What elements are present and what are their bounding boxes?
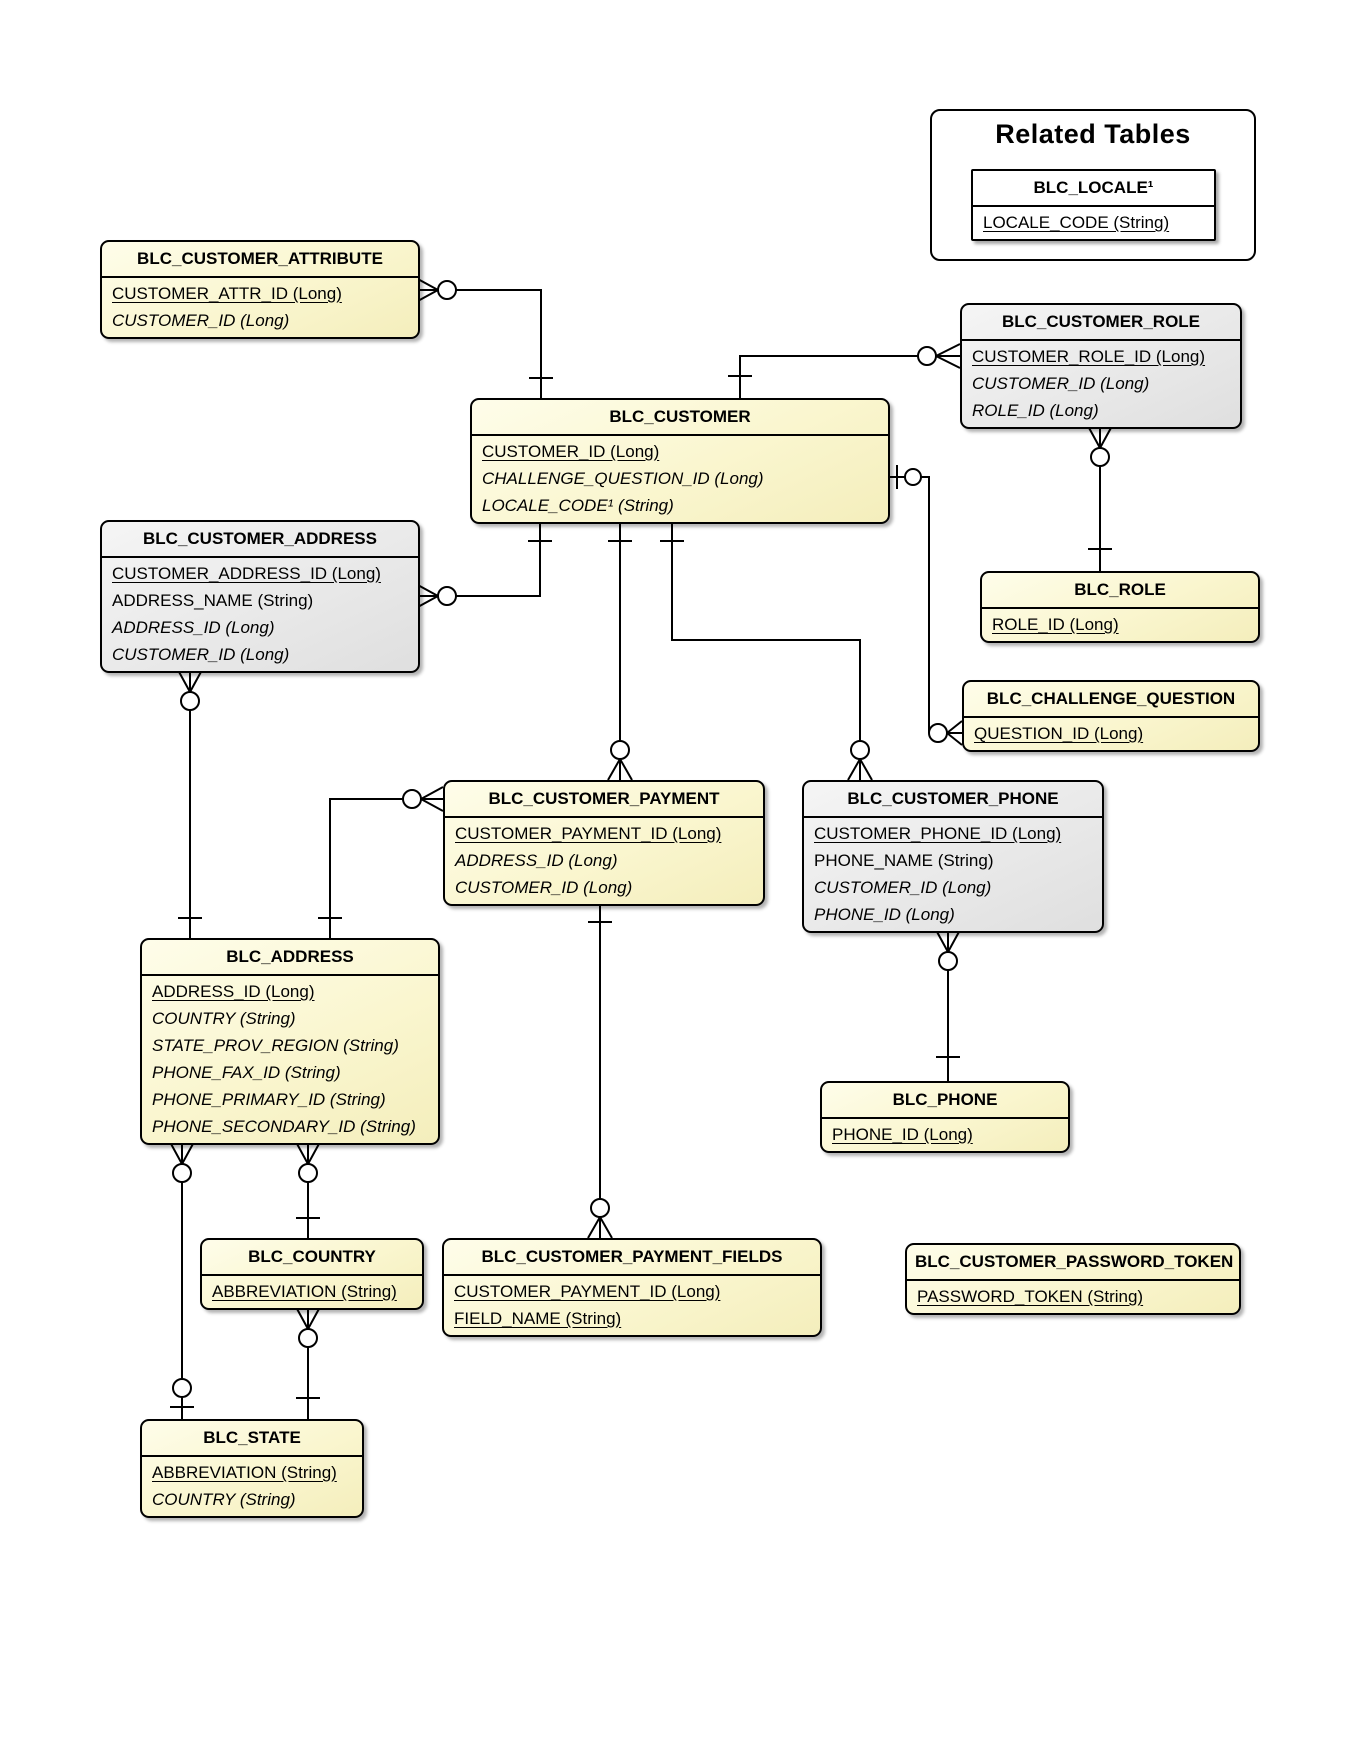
table-field: CUSTOMER_ID (Long): [112, 645, 290, 664]
table-blc-challenge-question: [962, 680, 1260, 752]
crow-foot-icon: [608, 759, 632, 780]
table-field: CUSTOMER_ADDRESS_ID (Long): [112, 564, 381, 583]
table-field: ADDRESS_ID (Long): [152, 982, 315, 1001]
table-field: CUSTOMER_ATTR_ID (Long): [112, 284, 342, 303]
table-blc-customer-phone: [802, 780, 1104, 933]
connector-customer-attribute-to-customer: [416, 278, 553, 400]
table-rows: [444, 1276, 820, 1335]
table-field: CUSTOMER_ROLE_ID (Long): [972, 347, 1206, 366]
table-header: BLC_ROLE: [982, 573, 1258, 609]
table-blc-customer-attribute: [100, 240, 420, 339]
table-header: BLC_ADDRESS: [142, 940, 438, 976]
table-rows: [142, 976, 438, 1143]
table-field: COUNTRY (String): [152, 1009, 296, 1028]
table-header: BLC_CHALLENGE_QUESTION: [964, 682, 1258, 718]
crow-foot-icon: [170, 1142, 194, 1164]
table-blc-customer-role: [960, 303, 1242, 429]
table-rows: [102, 558, 418, 671]
crow-foot-icon: [848, 759, 872, 780]
table-header: BLC_CUSTOMER_PAYMENT_FIELDS: [444, 1240, 820, 1276]
table-header: BLC_CUSTOMER_ATTRIBUTE: [102, 242, 418, 278]
table-field: PHONE_NAME (String): [814, 851, 994, 870]
crow-foot-icon: [178, 670, 202, 692]
related-tables-title: Related Tables: [995, 119, 1191, 149]
crow-foot-icon: [936, 930, 960, 952]
table-field: ROLE_ID (Long): [972, 401, 1099, 420]
zero-circle-icon: [905, 469, 921, 485]
table-rows: [202, 1276, 422, 1308]
table-field: PASSWORD_TOKEN (String): [917, 1287, 1144, 1306]
table-rows: [973, 207, 1214, 239]
crow-foot-icon: [1088, 426, 1112, 448]
table-field: ABBREVIATION (String): [212, 1282, 397, 1301]
table-header: BLC_STATE: [142, 1421, 362, 1457]
table-field: LOCALE_CODE¹ (String): [482, 496, 674, 515]
connector-line: [456, 519, 540, 596]
table-field: FIELD_NAME (String): [454, 1309, 622, 1328]
table-rows: [142, 1457, 362, 1516]
zero-circle-icon: [438, 587, 456, 605]
zero-circle-icon: [438, 281, 456, 299]
connector-customer-to-challenge-question: [886, 465, 962, 745]
table-field: CUSTOMER_ID (Long): [482, 442, 660, 461]
table-rows: [907, 1281, 1239, 1313]
connector-customer-to-customer-address: [416, 519, 552, 608]
zero-circle-icon: [591, 1199, 609, 1217]
table-header: BLC_PHONE: [822, 1083, 1068, 1119]
table-field: PHONE_SECONDARY_ID (String): [152, 1117, 416, 1136]
connector-line: [672, 519, 860, 741]
connector-line: [740, 356, 918, 400]
table-field: CUSTOMER_ID (Long): [112, 311, 290, 330]
table-blc-role: [980, 571, 1260, 643]
table-rows: [102, 278, 418, 337]
table-rows: [962, 341, 1240, 427]
table-header: BLC_CUSTOMER_ADDRESS: [102, 522, 418, 558]
table-field: ADDRESS_NAME (String): [112, 591, 314, 610]
table-header: BLC_CUSTOMER: [472, 400, 888, 436]
zero-circle-icon: [173, 1379, 191, 1397]
zero-circle-icon: [403, 790, 421, 808]
connector-customer-to-customer-role: [728, 344, 960, 400]
crow-foot-icon: [296, 1142, 320, 1164]
table-field: ABBREVIATION (String): [152, 1463, 337, 1482]
table-header: BLC_CUSTOMER_PHONE: [804, 782, 1102, 818]
table-rows: [964, 718, 1258, 750]
table-blc-country: [200, 1238, 424, 1310]
zero-circle-icon: [173, 1164, 191, 1182]
table-blc-customer: [470, 398, 890, 524]
table-field: CHALLENGE_QUESTION_ID (Long): [482, 469, 764, 488]
connector-customer-payment-to-address: [318, 787, 443, 940]
table-field: STATE_PROV_REGION (String): [152, 1036, 399, 1055]
zero-circle-icon: [1091, 448, 1109, 466]
table-field: CUSTOMER_PAYMENT_ID (Long): [455, 824, 722, 843]
connector-customer-to-customer-phone: [660, 519, 872, 780]
connector-line: [456, 290, 541, 400]
zero-circle-icon: [611, 741, 629, 759]
table-header: BLC_LOCALE¹: [973, 171, 1214, 207]
connector-customer-phone-to-phone: [936, 930, 960, 1083]
table-field: LOCALE_CODE (String): [983, 213, 1170, 232]
table-blc-customer-password-token: [905, 1243, 1241, 1315]
connector-customer-payment-to-payment-fields: [588, 903, 612, 1238]
table-header: BLC_COUNTRY: [202, 1240, 422, 1276]
table-rows: [804, 818, 1102, 931]
table-field: PHONE_ID (Long): [814, 905, 955, 924]
table-blc-phone: [820, 1081, 1070, 1153]
table-field: CUSTOMER_ID (Long): [814, 878, 992, 897]
table-field: PHONE_FAX_ID (String): [152, 1063, 341, 1082]
table-field: COUNTRY (String): [152, 1490, 296, 1509]
connector-customer-address-to-address: [178, 670, 202, 940]
table-rows: [445, 818, 763, 904]
table-blc-customer-payment: [443, 780, 765, 906]
zero-circle-icon: [299, 1164, 317, 1182]
crow-foot-icon: [936, 344, 960, 368]
crow-foot-icon: [421, 787, 443, 811]
zero-circle-icon: [939, 952, 957, 970]
zero-circle-icon: [929, 724, 947, 742]
connector-country-to-state: [296, 1307, 320, 1421]
table-field: QUESTION_ID (Long): [974, 724, 1144, 743]
table-header: BLC_CUSTOMER_PASSWORD_TOKEN: [907, 1245, 1239, 1281]
table-blc-locale: [971, 169, 1216, 241]
connector-address-to-state: [170, 1142, 194, 1421]
table-header: BLC_CUSTOMER_ROLE: [962, 305, 1240, 341]
crow-foot-icon: [947, 721, 962, 745]
zero-circle-icon: [181, 692, 199, 710]
table-field: CUSTOMER_ID (Long): [455, 878, 633, 897]
table-field: ADDRESS_ID (Long): [112, 618, 275, 637]
zero-circle-icon: [299, 1329, 317, 1347]
table-blc-customer-address: [100, 520, 420, 673]
table-rows: [472, 436, 888, 522]
table-field: ADDRESS_ID (Long): [455, 851, 618, 870]
connector-customer-to-customer-payment: [608, 519, 632, 780]
table-field: PHONE_ID (Long): [832, 1125, 973, 1144]
connector-address-to-country: [296, 1142, 320, 1240]
zero-circle-icon: [918, 347, 936, 365]
zero-circle-icon: [851, 741, 869, 759]
table-field: CUSTOMER_PHONE_ID (Long): [814, 824, 1062, 843]
connector-customer-role-to-role: [1088, 426, 1112, 573]
table-header: BLC_CUSTOMER_PAYMENT: [445, 782, 763, 818]
table-field: PHONE_PRIMARY_ID (String): [152, 1090, 386, 1109]
crow-foot-icon: [588, 1217, 612, 1238]
table-rows: [822, 1119, 1068, 1151]
table-blc-state: [140, 1419, 364, 1518]
table-blc-address: [140, 938, 440, 1145]
table-field: ROLE_ID (Long): [992, 615, 1119, 634]
connector-line: [886, 477, 929, 733]
table-rows: [982, 609, 1258, 641]
table-field: CUSTOMER_PAYMENT_ID (Long): [454, 1282, 721, 1301]
crow-foot-icon: [296, 1307, 320, 1329]
table-field: CUSTOMER_ID (Long): [972, 374, 1150, 393]
table-blc-customer-payment-fields: [442, 1238, 822, 1337]
